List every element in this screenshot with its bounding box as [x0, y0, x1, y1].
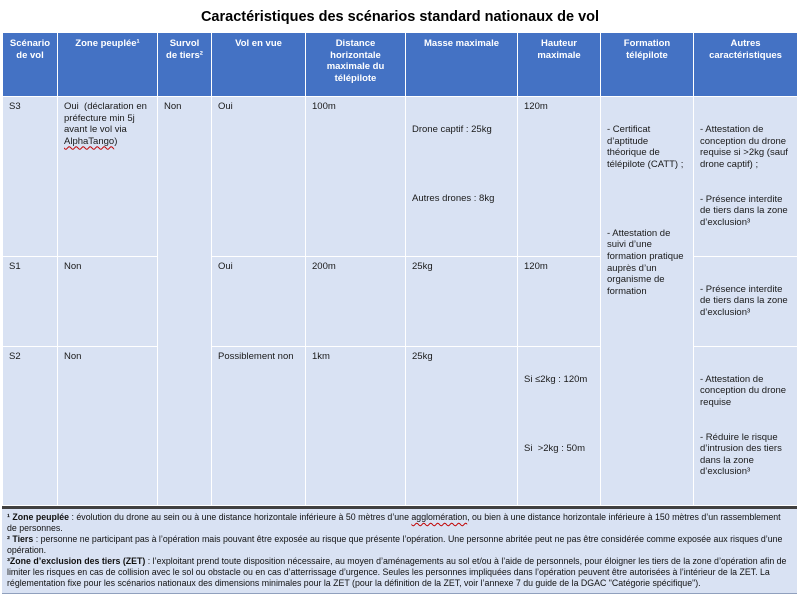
cell-s3-autres	[694, 97, 798, 257]
col-header-zone-peuplee: Zone peuplée¹	[58, 33, 158, 97]
cell-s1-zone: Non	[58, 256, 158, 346]
scenarios-table	[2, 32, 798, 506]
masse-line: Drone captif : 25kg	[412, 124, 492, 136]
col-header-survol-tiers: Survol de tiers²	[158, 33, 212, 97]
cell-s2-distance: 1km	[306, 346, 406, 506]
col-header-vol-en-vue: Vol en vue	[212, 33, 306, 97]
footnote-lead: ¹ Zone peuplée	[7, 512, 70, 523]
cell-merged-formation	[601, 97, 694, 506]
footnotes-block	[2, 509, 797, 594]
cell-s3-distance: 100m	[306, 97, 406, 257]
cell-s3-vol-en-vue: Oui	[212, 97, 306, 257]
blank-line	[412, 159, 511, 170]
footnote-zone-peuplee	[7, 512, 792, 533]
footnote-lead: ² Tiers	[7, 534, 34, 545]
col-header-masse: Masse maximale	[406, 33, 518, 97]
cell-s2-vol-en-vue: Possiblement non	[212, 346, 306, 506]
cell-s1-distance: 200m	[306, 256, 406, 346]
formation-item: - Attestation de suivi d’une formation pratique auprès d’un organisme de formation	[607, 227, 687, 297]
footnote-text: : évolution du drone au sein ou à une distance horizontale inférieure à 50 mètres d’une	[69, 512, 412, 523]
cell-merged-survol-tiers: Non	[158, 97, 212, 506]
cell-s2-masse: 25kg	[406, 346, 518, 506]
footnote-text: , ou bien à une distance horizontale inférieure à 150 mètres d’un rassemblement de personnes.	[7, 512, 781, 533]
col-header-distance: Distance horizontale maximale du télépilote	[306, 33, 406, 97]
col-header-autres: Autres caractéristiques	[694, 33, 798, 97]
autres-item: - Attestation de conception du drone requise si >2kg (sauf drone captif) ;	[700, 124, 791, 170]
cell-s2-scenario: S2	[3, 346, 58, 506]
cell-s3-zone	[58, 97, 158, 257]
col-header-scenario: Scénario de vol	[3, 33, 58, 97]
cell-s1-scenario: S1	[3, 256, 58, 346]
cell-s1-vol-en-vue: Oui	[212, 256, 306, 346]
zone-text-after: )	[114, 135, 118, 147]
header-row	[3, 33, 798, 97]
autres-item: - Présence interdite de tiers dans la zone d’exclusion³	[700, 193, 791, 228]
footnote-text: : personne ne participant pas à l’opération mais pouvant être exposée au risque que présente l’opération. Une personne abritée peut ne pas être considérée comme exposée aux risques d’une opération.	[7, 534, 783, 555]
footnote-tiers	[7, 534, 792, 555]
footnote-text: : l’exploitant prend toute disposition nécessaire, au moyen d’aménagements au sol et/ou à l’aide de personnels, pour éloigner les tiers de la zone d’opération afin de limiter les risques en cas de collision avec le sol ou obstacle ou en cas d’atterrissage d’urgence. Seules les personnes impliquées dans l’opération peuvent être autorisées à l’intérieur de la ZET. La réglementation fixe pour les scénarios nationaux des dimensions minimales pour la ZET (pour la définition de la ZET, voir l’annexe 7 du guide de la DGAC "Catégorie spécifique").	[7, 556, 787, 588]
autres-item: - Présence interdite de tiers dans la zone d’exclusion³	[700, 283, 791, 318]
col-header-hauteur: Hauteur maximale	[518, 33, 601, 97]
cell-s2-zone: Non	[58, 346, 158, 506]
cell-s3-hauteur: 120m	[518, 97, 601, 257]
zone-text: Oui (déclaration en préfecture min 5j avant le vol via	[64, 101, 150, 136]
footnote-lead: ³Zone d’exclusion des tiers (ZET)	[7, 556, 146, 567]
autres-item: - Attestation de conception du drone requise	[700, 373, 789, 408]
hauteur-line: Si ≤2kg : 120m	[524, 373, 588, 385]
table-row-s3	[3, 97, 798, 257]
page-title: Caractéristiques des scénarios standard nationaux de vol	[200, 9, 600, 25]
masse-line: Autres drones : 8kg	[412, 193, 495, 205]
formation-item: - Certificat d’aptitude théorique de télépilote (CATT) ;	[607, 124, 684, 170]
cell-s1-hauteur: 120m	[518, 256, 601, 346]
cell-s3-scenario: S3	[3, 97, 58, 257]
cell-s3-masse	[406, 97, 518, 257]
cell-s1-autres	[694, 256, 798, 346]
cell-s1-masse: 25kg	[406, 256, 518, 346]
blank-line	[607, 194, 687, 205]
footnote-zet	[7, 556, 792, 588]
alphatango-text: AlphaTango	[64, 135, 115, 147]
footnote-spellcheck-word: agglomération	[411, 512, 468, 523]
autres-item: - Réduire le risque d’intrusion des tiers dans la zone d’exclusion³	[700, 431, 785, 478]
col-header-formation: Formation télépilote	[601, 33, 694, 97]
hauteur-line: Si >2kg : 50m	[524, 442, 585, 454]
blank-line	[524, 408, 594, 419]
